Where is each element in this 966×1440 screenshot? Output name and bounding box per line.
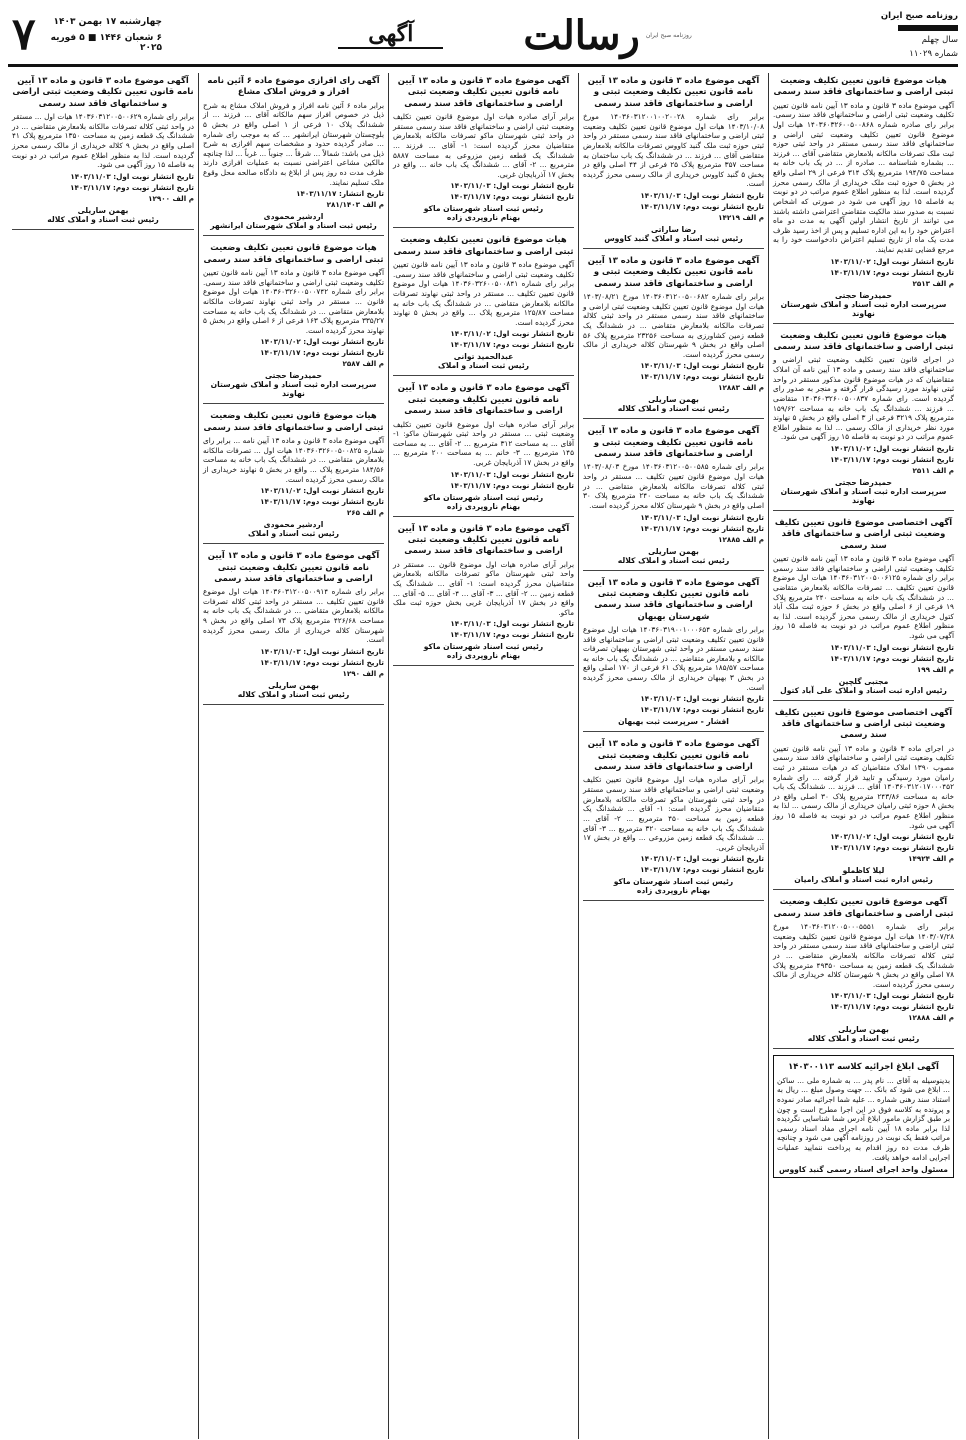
column-5	[8, 73, 198, 1439]
notice-signatory: مسئول واحد اجرای اسناد رسمی گنبد کاووس	[778, 1165, 948, 1175]
legal-notice	[393, 523, 574, 667]
masthead-bar	[898, 25, 958, 31]
notice-body: برابر آرای صادره هیات اول موضوع قانون ... مستقر در واحد ثبتی شهرستان ماکو تصرفات مالکانه بلامعارض متقاضیان محرز گردیده است: ۱- آقای ... ششدانگ یک قطعه زمین ... ۲- آقای ... ۳- آقای ... ۴- آقای ... ۵- آقای ... واقع در بخش ۱۷ آذربایجان غربی بخش حوزه ثبت ملک ماکو.	[393, 559, 575, 617]
notice-meta: م الف ۱۲۸۸۳	[718, 383, 764, 393]
notice-meta: م الف ۲۵۱۳	[912, 278, 954, 288]
notice-signatory: بهمن ساریلی	[648, 546, 699, 556]
notice-meta: تاریخ انتشار نوبت اول: ۱۴۰۳/۱۱/۰۲	[260, 337, 384, 347]
legal-notice	[773, 1055, 954, 1178]
legal-notice	[583, 75, 764, 249]
notice-office: رئیس ثبت اسناد و املاک کلاله	[807, 1034, 920, 1044]
notice-meta: تاریخ انتشار نوبت دوم: ۱۴۰۳/۱۱/۱۷	[260, 497, 384, 507]
notice-meta: م الف ۱۲۸۸۵	[718, 534, 764, 544]
notice-body: آگهی موضوع ماده ۳ قانون و ماده ۱۳ آیین نامه قانون تعیین تکلیف وضعیت ثبتی اراضی و ساختمانهای فاقد سند رسمی. برابر رای شماره ۱۴۰۳۶۰۳۲۶۰۰۵۰۰۸۴۱ هیات اول موضوع قانون تعیین تکلیف ... مستقر در واحد ثبتی نهاوند تصرفات مالکانه بلامعارض متقاضی ... در ششدانگ یک باب خانه به مساحت ۱۲۵/۸۷ مترمربع پلاک ... واقع در بخش ۵ نهاوند محرز گردیده است.	[393, 260, 575, 327]
legal-notice	[203, 242, 384, 404]
notice-office: رئیس ثبت اسناد و املاک کلاله	[47, 214, 159, 224]
notice-body: آگهی موضوع ماده ۳ قانون و ماده ۱۳ آیین نامه قانون تعیین تکلیف وضعیت ثبتی اراضی و ساختمانهای فاقد سند رسمی. برابر رای شماره ۱۴۰۳۶۰۳۲۶۰۰۵۰۰۷۴۲ هیات اول موضوع قانون ... مستقر در واحد ثبتی نهاوند تصرفات مالکانه بلامعارض متقاضی ... در ششدانگ یک باب خانه به مساحت ۳۳۵/۲۷ مترمربع پلاک ۱۶۳ فرعی از ۶ اصلی واقع در بخش ۵ نهاوند محرز گردیده است.	[203, 268, 385, 335]
notice-meta: تاریخ انتشار نوبت دوم: ۱۴۰۳/۱۱/۱۷	[830, 455, 954, 464]
issue-dates	[44, 17, 162, 53]
legal-notice	[393, 382, 574, 516]
paper-type: روزنامه صبح ایران	[880, 11, 958, 21]
notice-title: هیات موضوع قانون تعیین تکلیف وضعیت ثبتی اراضی و ساختمانهای فاقد سند رسمی	[203, 242, 384, 264]
notice-meta: م الف ۱۲۹۰	[342, 668, 384, 678]
notice-signatory: لیلا کاظملو	[842, 866, 885, 876]
notice-signatory: اردشیر محمودی	[263, 520, 324, 530]
notice-meta: تاریخ انتشار نوبت اول: ۱۴۰۳/۱۱/۰۳	[70, 171, 194, 181]
legal-notice	[773, 707, 954, 891]
notice-body: برابر رای شماره ۱۴۰۳۶۰۳۱۲۰۰۵۰۰۶۸۲ مورخ ۱۴۰۳/۰۸/۲۱ هیات اول موضوع قانون تعیین تکلیف وضعیت ثبتی اراضی و ساختمانهای فاقد سند رسمی مستقر در واحد ثبتی کلاله تصرفات مالکانه بلامعارض متقاضی ... در ششدانگ یک قطعه زمین کشاورزی به مساحت ۲۳۲۵۶ مترمربع پلاک ۵۶ اصلی واقع در بخش ۹ شهرستان کلاله خریداری از مالک رسمی محرز گردیده است.	[583, 292, 764, 359]
notice-meta: تاریخ انتشار نوبت دوم: ۱۴۰۳/۱۱/۱۷	[450, 192, 574, 202]
notice-meta: تاریخ انتشار نوبت دوم: ۱۴۰۳/۱۱/۱۷	[830, 267, 954, 277]
notice-title: هیات موضوع قانون تعیین تکلیف وضعیت ثبتی اراضی و ساختمانهای فاقد سند رسمی	[393, 234, 574, 256]
legal-notice	[393, 75, 574, 228]
notice-signatory: بهمن ساریلی	[77, 205, 129, 215]
notice-body: بدینوسیله به آقای ... نام پدر ... به شماره ملی ... ساکن ... ابلاغ می شود که بانک ... جهت وصول مبلغ ... ریال به استناد سند رهنی شماره ... علیه شما اجرائیه صادر نموده و پرونده به کلاسه فوق در این اجرا مطرح است و چون بر طبق گزارش مامور ابلاغ آدرس شما شناسایی نگردیده لذا برابر ماده ۱۸ آیین نامه اجرای مفاد اسناد رسمی مراتب فقط یک نوبت در روزنامه آگهی می شود و چنانچه ظرف مدت ده روز اقدام به پرداخت ننمایید عملیات اجرایی ادامه خواهد یافت.	[777, 1075, 950, 1162]
notice-signatory: بهمن ساریلی	[648, 395, 699, 405]
legal-notice	[583, 255, 764, 419]
year-line: سال چهلم	[921, 35, 958, 45]
notice-signatory: حمیدرضا حجتی	[835, 478, 892, 487]
notice-signatory: عبدالحمید توانی	[453, 352, 514, 362]
notice-office: رئیس ثبت اسناد و املاک گنبد کاووس	[604, 234, 743, 244]
date-persian: چهارشنبه ۱۷ بهمن ۱۴۰۳	[53, 17, 162, 27]
notice-meta: تاریخ انتشار نوبت اول: ۱۴۰۳/۱۱/۰۲	[830, 444, 954, 453]
notice-meta: تاریخ انتشار نوبت دوم: ۱۴۰۳/۱۱/۱۷	[640, 202, 764, 212]
notice-office: بهنام ناروپردی زاده	[446, 213, 521, 223]
legal-notice	[773, 517, 954, 701]
masthead	[8, 6, 958, 67]
notice-title: آگهی ابلاغ اجرائیه کلاسه ۱۴۰۳۰۰۱۱۳	[788, 1061, 939, 1072]
notice-body: برابر ماده ۶ آئین نامه افراز و فروش املاک مشاع به شرح ذیل در خصوص افراز سهم مالکانه آقای ... فرزند ... از ششدانگ پلاک ۱۰ فرعی از ۱ اصلی واقع در بخش ۵ بلوچستان شهرستان ایرانشهر ... که به موجب رای شماره ... صادر گردیده حدود و مشخصات سهم افرازی به شرح ذیل می باشد: شمالاً ... شرقاً ... جنوباً ... غرباً ... لذا چنانچه مالکین مشاعی اعتراضی نسبت به عملیات افرازی دارند ظرف مدت ده روز پس از ابلاغ به دادگاه صالحه محل وقوع ملک تسلیم نمایند.	[203, 100, 384, 187]
notice-meta: تاریخ انتشار نوبت اول: ۱۴۰۳/۱۱/۰۳	[830, 642, 954, 652]
column-1	[768, 73, 958, 1439]
notice-title: آگهی موضوع ماده ۳ قانون و ماده ۱۳ آیین نامه قانون تعیین تکلیف وضعیت ثبتی اراضی و ساختمانهای فاقد سند رسمی شهرستان بهبهان	[587, 576, 760, 621]
notice-meta: تاریخ انتشار نوبت اول: ۱۴۰۳/۱۱/۰۲	[260, 486, 384, 496]
notice-office: سرپرست اداره ثبت اسناد و املاک شهرستان نهاوند	[780, 487, 947, 505]
legal-notice	[773, 330, 954, 511]
notice-office: سرپرست اداره ثبت اسناد و املاک شهرستان نهاوند	[780, 299, 947, 318]
notice-meta: تاریخ انتشار نوبت اول: ۱۴۰۳/۱۱/۰۳	[450, 469, 574, 479]
notice-meta: تاریخ انتشار نوبت دوم: ۱۴۰۳/۱۱/۱۷	[640, 705, 764, 715]
notice-title: آگهی اختصاصی موضوع قانون تعیین تکلیف وضعیت ثبتی اراضی و ساختمانهای فاقد سند رسمی	[774, 706, 953, 740]
notice-meta: م الف ۱۲۸۸۸	[908, 1013, 954, 1023]
notice-title: آگهی موضوع ماده ۳ قانون و ماده ۱۳ آیین نامه قانون تعیین تکلیف وضعیت ثبتی و اراضی و ساختمانهای فاقد سند رسمی	[587, 425, 760, 459]
notice-signatory: افشار - سرپرست ثبت بهبهان	[618, 717, 729, 727]
notice-body: آگهی موضوع ماده ۳ قانون و ماده ۱۳ آیین نامه قانون تعیین تکلیف وضعیت ثبتی اراضی و ساختمانهای فاقد سند رسمی. برابر رای صادره شماره ۱۴۰۳۶۰۳۲۶۰۰۵۰۰۸۶۸ هیات اول موضوع قانون تعیین تکلیف وضعیت ثبتی اراضی و ساختمانهای فاقد سند رسمی مستقر در واحد ثبتی حوزه ثبت ملک تصرفات مالکانه بلامعارض متقاضی آقای ... فرزند ... بشماره شناسنامه ... صادره از ... در یک باب خانه به مساحت ۱۹۴/۷۵ مترمربع پلاک ۳۱۴ فرعی از ۲۹ اصلی واقع در بخش ۵ حوزه ثبت ملک خریداری از مالک رسمی محرز گردیده است. لذا به منظور اطلاع عموم مراتب در دو نوبت به فاصله ۱۵ روز آگهی می شود در صورتی که اشخاص نسبت به صدور سند مالکیت متقاضی اعتراضی داشته باشند می توانند از تاریخ انتشار اولین آگهی به مدت دو ماه اعتراض خود را به این اداره تسلیم و پس از اخذ رسید ظرف مدت یک ماه از تاریخ تسلیم اعتراض دادخواست خود را به مرجع قضایی تقدیم نمایند.	[773, 100, 954, 255]
date-gregorian: ۶ شعبان ۱۴۴۶ ■ ۵ فوریه ۲۰۲۵	[50, 33, 162, 53]
notice-meta: تاریخ انتشار نوبت اول: ۱۴۰۳/۱۱/۰۲	[450, 329, 574, 339]
notice-body: برابر رای شماره ۱۴۰۳۶۰۳۱۲۰۰۱۰۰۲۰۰۲۸ مورخ ۱۴۰۳/۱۰/۰۸ هیات اول موضوع قانون تعیین تکلیف وضعیت ثبتی اراضی و ساختمانهای فاقد سند رسمی مستقر در واحد ثبتی حوزه ثبت ملک گنبد کاووس تصرفات مالکانه بلامعارض متقاضی آقای ... فرزند ... در ششدانگ یک باب ساختمان به مساحت ۳۵۷ مترمربع پلاک ۲۵ فرعی از ۴۴ اصلی واقع در بخش ۵ گنبد کاووس خریداری از مالک رسمی محرز گردیده است.	[583, 112, 765, 189]
notice-meta: م الف ۱۲۹۰۰	[148, 193, 194, 203]
notice-title: آگهی موضوع ماده ۳ قانون و ماده ۱۳ آیین نامه قانون تعیین تکلیف وضعیت ثبتی اراضی و ساختمانهای فاقد سند رسمی	[397, 75, 570, 108]
notice-signatory: مجتبی گلچین	[838, 676, 889, 686]
notice-meta: م الف ۲۵۱۱	[912, 466, 954, 475]
notice-office: رئیس ثبت اسناد و املاک	[437, 361, 530, 371]
page-number: ۷	[12, 9, 36, 60]
logo-word: رسالت	[523, 11, 640, 59]
legal-notice	[583, 577, 764, 733]
section-title: آگهی	[338, 21, 443, 49]
notice-meta: تاریخ انتشار نوبت دوم: ۱۴۰۳/۱۱/۱۷	[640, 523, 764, 533]
notice-body: در اجرای قانون تعیین تکلیف وضعیت ثبتی اراضی و ساختمانهای فاقد سند رسمی و ماده ۱۳ آیین نامه آن املاک متقاضیان که در هیات موضوع قانون مذکور مستقر در واحد ثبتی نهاوند مورد رسیدگی قرار گرفته و منجر به صدور رای گردیده است. رای شماره ۱۴۰۳۶۰۳۲۶۰۰۵۰۰۸۳۷ متقاضی ... فرزند ... ششدانگ یک باب خانه به مساحت ۱۵۹/۶۲ مترمربع پلاک ۳۲۱۹ فرعی از ۳ اصلی واقع در بخش ۵ نهاوند مورد نظر خریداری از مالک رسمی ... لذا به منظور اطلاع عموم مراتب در دو نوبت به فاصله ۱۵ روز آگهی می شود.	[773, 355, 954, 442]
notice-body: برابر رای شماره ۱۴۰۳۶۰۳۱۲۰۰۵۰۰۹۱۴ هیات اول موضوع قانون تعیین تکلیف ... مستقر در واحد ثبتی کلاله تصرفات مالکانه بلامعارض متقاضی ... در ششدانگ یک باب خانه به مساحت ۴۲۶/۶۸ مترمربع پلاک ۷۳ اصلی واقع در بخش ۹ شهرستان کلاله خریداری از مالک رسمی محرز گردیده است.	[203, 587, 385, 645]
notice-meta: تاریخ انتشار نوبت دوم: ۱۴۰۳/۱۱/۱۷	[640, 865, 764, 875]
notice-meta: تاریخ انتشار نوبت دوم: ۱۴۰۳/۱۱/۱۷	[450, 340, 574, 350]
notice-signatory: رئیس ثبت اسناد شهرستان ماکو	[613, 877, 734, 887]
legal-notice	[583, 738, 764, 901]
notice-body: برابر رای شماره ۱۴۰۳۶۰۳۱۲۰۰۵۰۰۰۵۵۵۱ مورخ ۱۴۰۳/۰۷/۲۸ هیات اول موضوع قانون تعیین تکلیف وضعیت ثبتی اراضی و ساختمانهای فاقد سند رسمی مستقر در واحد ثبتی کلاله تصرفات مالکانه بلامعارض متقاضی ... در ششدانگ یک قطعه زمین به مساحت ۴۹۳۵۰ مترمربع پلاک ۷۸ اصلی واقع در بخش ۹ شهرستان کلاله خریداری از مالک رسمی محرز گردیده است.	[773, 922, 955, 989]
newspaper-logo	[523, 12, 691, 59]
notice-title: آگهی اختصاصی موضوع قانون تعیین تکلیف وضعیت ثبتی اراضی و ساختمانهای فاقد سند رسمی	[774, 517, 953, 550]
notice-title: آگهی موضوع ماده ۳ قانون و ماده ۱۳ آیین نامه قانون تعیین تکلیف وضعیت ثبتی اراضی و ساختمانهای فاقد سند رسمی	[587, 738, 760, 772]
notice-office: سرپرست اداره ثبت اسناد و املاک شهرستان نهاوند	[210, 380, 377, 399]
notice-office: رئیس ثبت اسناد و املاک کلاله	[237, 689, 350, 699]
notice-title: آگهی موضوع ماده ۳ قانون و ماده ۱۳ آیین نامه قانون تعیین تکلیف وضعیت ثبتی و اراضی و ساختمانهای فاقد سند رسمی	[587, 255, 760, 288]
notice-signatory: رئیس ثبت اسناد شهرستان ماکو	[423, 642, 544, 652]
notice-meta: تاریخ انتشار: ۱۴۰۳/۱۱/۱۷	[296, 189, 384, 199]
notice-title: آگهی موضوع ماده ۳ قانون و ماده ۱۳ آیین نامه قانون تعیین تکلیف وضعیت ثبتی و اراضی و ساختمانهای فاقد سند رسمی	[587, 75, 760, 108]
notice-office: رئیس ثبت اسناد و املاک کلاله	[617, 555, 730, 565]
notice-title: آگهی موضوع ماده ۳ قانون و ماده ۱۳ آیین نامه قانون تعیین تکلیف وضعیت ثبتی اراضی و ساختمانهای فاقد سند رسمی	[397, 382, 570, 416]
legal-notice	[203, 75, 384, 236]
notice-office: رئیس ثبت اسناد و املاک شهرستان ایرانشهر	[210, 221, 377, 231]
notice-signatory: حمیدرضا حجتی	[835, 290, 892, 300]
notice-signatory: اردشیر محمودی	[263, 212, 324, 222]
notice-meta: تاریخ انتشار نوبت دوم: ۱۴۰۳/۱۱/۱۷	[260, 348, 384, 358]
column-3	[388, 73, 578, 1439]
notice-office: بهنام ناروپردی زاده	[446, 501, 521, 511]
notice-office: بهنام ناروپردی زاده	[636, 886, 711, 896]
notice-meta: م الف ۲۶۵	[346, 508, 384, 518]
legal-notice	[12, 75, 194, 230]
notice-meta: تاریخ انتشار نوبت دوم: ۱۴۰۳/۱۱/۱۷	[450, 480, 574, 490]
notice-meta: تاریخ انتشار نوبت دوم: ۱۴۰۳/۱۱/۱۷	[70, 182, 194, 192]
notice-meta: تاریخ انتشار نوبت دوم: ۱۴۰۳/۱۱/۱۷	[450, 630, 574, 640]
masthead-center	[162, 6, 868, 64]
notice-meta: م الف ۲۵۸۷	[342, 359, 384, 369]
notice-meta: تاریخ انتشار نوبت دوم: ۱۴۰۳/۱۱/۱۷	[260, 657, 384, 667]
ad-columns	[8, 73, 958, 1439]
notice-office: رئیس اداره ثبت اسناد و املاک علی آباد کتول	[780, 685, 947, 695]
notice-meta: تاریخ انتشار نوبت دوم: ۱۴۰۳/۱۱/۱۷	[830, 653, 954, 663]
notice-meta: تاریخ انتشار نوبت اول: ۱۴۰۳/۱۱/۰۳	[640, 512, 764, 522]
notice-body: برابر آرای صادره هیات اول موضوع قانون تعیین تکلیف وضعیت ثبتی اراضی و ساختمانهای فاقد سند رسمی مستقر در واحد ثبتی شهرستان ماکو تصرفات مالکانه بلامعارض متقاضیان محرز گردیده است: ۱- آقای ... فرزند ... ششدانگ یک قطعه زمین مزروعی به مساحت ۵۸۸۷ مترمربع ... ۲- آقای ... ششدانگ یک باب خانه ... واقع در بخش ۱۷ آذربایجان غربی.	[393, 112, 574, 179]
notice-meta: تاریخ انتشار نوبت اول: ۱۴۰۳/۱۱/۰۲	[830, 256, 954, 266]
notice-signatory: بهمن ساریلی	[838, 1025, 889, 1035]
notice-body: در اجرای ماده ۳ قانون و ماده ۱۳ آیین نامه قانون تعیین تکلیف وضعیت ثبتی اراضی و ساختمانهای فاقد سند رسمی مصوب ۱۳۹۰ املاک متقاضیان که در هیات مستقر در ثبت رامیان مورد رسیدگی و تایید قرار گرفته ... رای شماره ۱۴۰۳۶۰۳۱۲۰۱۷۰۰۰۴۵۲ آقای ... فرزند ... ششدانگ یک باب خانه به مساحت ۲۴۳/۸۶ مترمربع پلاک ۳۰ اصلی واقع در بخش ۸ حوزه ثبتی رامیان خریداری از مالک رسمی ... لذا به منظور اطلاع عموم مراتب در دو نوبت به فاصله ۱۵ روز آگهی می شود.	[773, 743, 954, 830]
notice-body: برابر آرای صادره هیات اول موضوع قانون تعیین تکلیف وضعیت ثبتی اراضی و ساختمانهای فاقد سند رسمی مستقر در واحد ثبتی شهرستان ماکو تصرفات مالکانه بلامعارض متقاضیان محرز گردیده است: ۱- آقای ... ششدانگ یک قطعه زمین به مساحت ۴۵۰ مترمربع ... ۲- آقای ... ششدانگ یک باب خانه به مساحت ۳۲۰ مترمربع ... ۳- آقای ... ششدانگ یک قطعه زمین مزروعی ... واقع در بخش ۱۷ آذربایجان غربی.	[583, 775, 764, 852]
notice-signatory: رئیس ثبت اسناد شهرستان ماکو	[423, 492, 544, 502]
notice-title: هیات موضوع قانون تعیین تکلیف وضعیت ثبتی اراضی و ساختمانهای فاقد سند رسمی	[773, 75, 954, 97]
notice-meta: تاریخ انتشار نوبت دوم: ۱۴۰۳/۱۱/۱۷	[830, 843, 954, 853]
legal-notice	[773, 75, 954, 324]
notice-meta: م الف ۱۴۲۱۹	[718, 213, 764, 223]
notice-meta: تاریخ انتشار نوبت اول: ۱۴۰۳/۱۱/۰۳	[640, 694, 764, 704]
notice-title: آگهی موضوع ماده ۳ قانون و ماده ۱۳ آیین نامه قانون تعیین تکلیف وضعیت ثبتی اراضی و ساختمانهای فاقد سند رسمی	[397, 522, 570, 556]
notice-office: رئیس ثبت اسناد و املاک کلاله	[617, 404, 730, 414]
notice-office: رئیس اداره ثبت اسناد و املاک رامیان	[794, 875, 933, 885]
notice-title: هیات موضوع قانون تعیین تکلیف وضعیت ثبتی اراضی و ساختمانهای فاقد سند رسمی	[773, 329, 954, 352]
notice-office: بهنام ناروپردی زاده	[446, 651, 521, 661]
legal-notice	[203, 550, 384, 705]
legal-notice	[583, 425, 764, 570]
notice-title: آگهی موضوع ماده ۳ قانون و ماده ۱۳ آیین نامه قانون تعیین تکلیف وضعیت ثبتی اراضی و ساختمانهای فاقد سند رسمی	[12, 75, 194, 108]
notice-body: برابر آرای صادره هیات اول موضوع قانون تعیین تکلیف وضعیت ثبتی ... مستقر در واحد ثبتی شهرستان ماکو: ۱- آقای ... به مساحت ۳۱۲ مترمربع ... ۲- آقای ... به مساحت ۱۴۵ مترمربع ... ۳- خانم ... به مساحت ۲۰۰ مترمربع ... واقع در بخش ۱۷ آذربایجان غربی.	[393, 419, 574, 467]
notice-body: آگهی موضوع ماده ۳ قانون و ماده ۱۳ آیین نامه قانون تعیین تکلیف وضعیت ثبتی اراضی و ساختمانهای فاقد سند رسمی برابر رای شماره ۱۴۰۳۶۰۳۱۲۰۰۵۰۰۶۱۲۵ هیات اول موضوع قانون تعیین تکلیف ... تصرفات مالکانه بلامعارض متقاضی ... در ششدانگ یک باب خانه به مساحت ۲۴۰ مترمربع پلاک ۱۹ فرعی از ۶ اصلی واقع در بخش ۶ حوزه ثبت ملک آباد کتول خریداری از مالک رسمی محرز گردیده است. لذا به منظور اطلاع عموم مراتب در دو نوبت به فاصله ۱۵ روز آگهی می شود.	[773, 554, 955, 641]
notice-meta: م الف ۱۴۹۲۴	[908, 854, 954, 864]
notice-meta: تاریخ انتشار نوبت اول: ۱۴۰۳/۱۱/۰۳	[830, 991, 954, 1001]
legal-notice	[773, 896, 954, 1049]
notice-meta: م الف ۲۸۱/۱۴۰۳	[326, 200, 384, 210]
column-4	[198, 73, 388, 1439]
notice-office: رئیس ثبت اسناد و املاک	[247, 529, 340, 539]
logo-tagline: روزنامه صبح ایران	[645, 31, 692, 39]
notice-body: برابر رای شماره ۱۴۰۳۶۰۳۱۲۰۰۵۰۰۶۲۹ هیات اول ... مستقر در واحد ثبتی کلاله تصرفات مالکانه بلامعارض متقاضی ... در ششدانگ یک قطعه زمین به مساحت ۱۳۵۰ مترمربع پلاک ۴۱ اصلی واقع در بخش ۹ کلاله خریداری از مالک رسمی محرز گردیده است. لذا به منظور اطلاع عموم مراتب در دو نوبت به فاصله ۱۵ روز آگهی می شود.	[12, 112, 195, 170]
notice-signatory: رئیس ثبت اسناد شهرستان ماکو	[423, 204, 544, 214]
notice-meta: تاریخ انتشار نوبت اول: ۱۴۰۳/۱۱/۰۳	[450, 619, 574, 629]
notice-meta: تاریخ انتشار نوبت اول: ۱۴۰۳/۱۱/۰۲	[830, 832, 954, 842]
legal-notice	[203, 410, 384, 544]
notice-title: آگهی رای افرازی موضوع ماده ۶ آئین نامه افراز و فروش املاک مشاع	[207, 75, 380, 97]
notice-title: آگهی موضوع قانون تعیین تکلیف وضعیت ثبتی اراضی و ساختمانهای فاقد سند رسمی	[773, 896, 954, 918]
notice-signatory: رضا ساراتی	[650, 225, 697, 235]
masthead-left	[8, 6, 162, 64]
notice-signatory: حمیدرضا حجتی	[265, 371, 322, 381]
legal-notice	[393, 234, 574, 376]
issue-line: شماره ۱۱۰۲۹	[909, 49, 958, 59]
notice-meta: تاریخ انتشار نوبت اول: ۱۴۰۳/۱۱/۰۳	[640, 361, 764, 371]
notice-meta: تاریخ انتشار نوبت اول: ۱۴۰۳/۱۱/۰۳	[450, 181, 574, 191]
notice-body: آگهی موضوع ماده ۳ قانون و ماده ۱۳ آیین نامه ... برابر رای شماره ۱۴۰۳۶۰۳۲۶۰۰۵۰۰۸۲۵ هیات اول ... تصرفات مالکانه بلامعارض متقاضی ... در ششدانگ یک باب خانه به مساحت ۱۸۴/۵۶ مترمربع پلاک ... واقع در بخش ۵ نهاوند خریداری از مالک رسمی محرز گردیده است.	[203, 436, 384, 484]
notice-meta: م الف ۱۹۹	[916, 664, 954, 674]
notice-signatory: بهمن ساریلی	[268, 680, 319, 690]
notice-title: هیات موضوع قانون تعیین تکلیف وضعیت ثبتی اراضی و ساختمانهای فاقد سند رسمی	[203, 410, 384, 432]
notice-meta: تاریخ انتشار نوبت اول: ۱۴۰۳/۱۱/۰۳	[260, 646, 384, 656]
notice-body: برابر رای شماره ۱۴۰۳۶۰۳۱۹۰۰۱۰۰۰۶۵۴ هیات اول موضوع قانون تعیین تکلیف وضعیت ثبتی اراضی و ساختمانهای فاقد سند رسمی مستقر در واحد ثبتی شهرستان بهبهان تصرفات مالکانه و بلامعارض متقاضی ... در ششدانگ یک باب خانه به مساحت ۱۸۵/۵۷ مترمربع پلاک ۶۱ فرعی از ۱۷۰ اصلی واقع در بخش ۳ بهبهان خریداری از مالک رسمی محرز گردیده است.	[583, 624, 765, 692]
notice-meta: تاریخ انتشار نوبت دوم: ۱۴۰۳/۱۱/۱۷	[640, 372, 764, 382]
column-2	[578, 73, 768, 1439]
notice-title: آگهی موضوع ماده ۳ قانون و ماده ۱۳ آیین نامه قانون تعیین تکلیف وضعیت ثبتی اراضی و ساختمانهای فاقد سند رسمی	[207, 550, 380, 583]
notice-meta: تاریخ انتشار نوبت اول: ۱۴۰۳/۱۱/۰۳	[640, 854, 764, 864]
masthead-right	[868, 6, 958, 64]
notice-meta: تاریخ انتشار نوبت دوم: ۱۴۰۳/۱۱/۱۷	[830, 1002, 954, 1012]
notice-body: برابر رای شماره ۱۴۰۳۶۰۳۱۲۰۰۵۰۰۵۸۵ مورخ ۱۴۰۳/۰۸/۰۳ هیات اول موضوع قانون تعیین تکلیف ... مستقر در واحد ثبتی کلاله تصرفات مالکانه بلامعارض متقاضی ... در ششدانگ یک باب خانه به مساحت ۲۴۰ مترمربع پلاک ۳۰ اصلی واقع در بخش ۹ شهرستان کلاله محرز گردیده است.	[583, 462, 764, 510]
notice-meta: تاریخ انتشار نوبت اول: ۱۴۰۳/۱۱/۰۳	[640, 191, 764, 201]
